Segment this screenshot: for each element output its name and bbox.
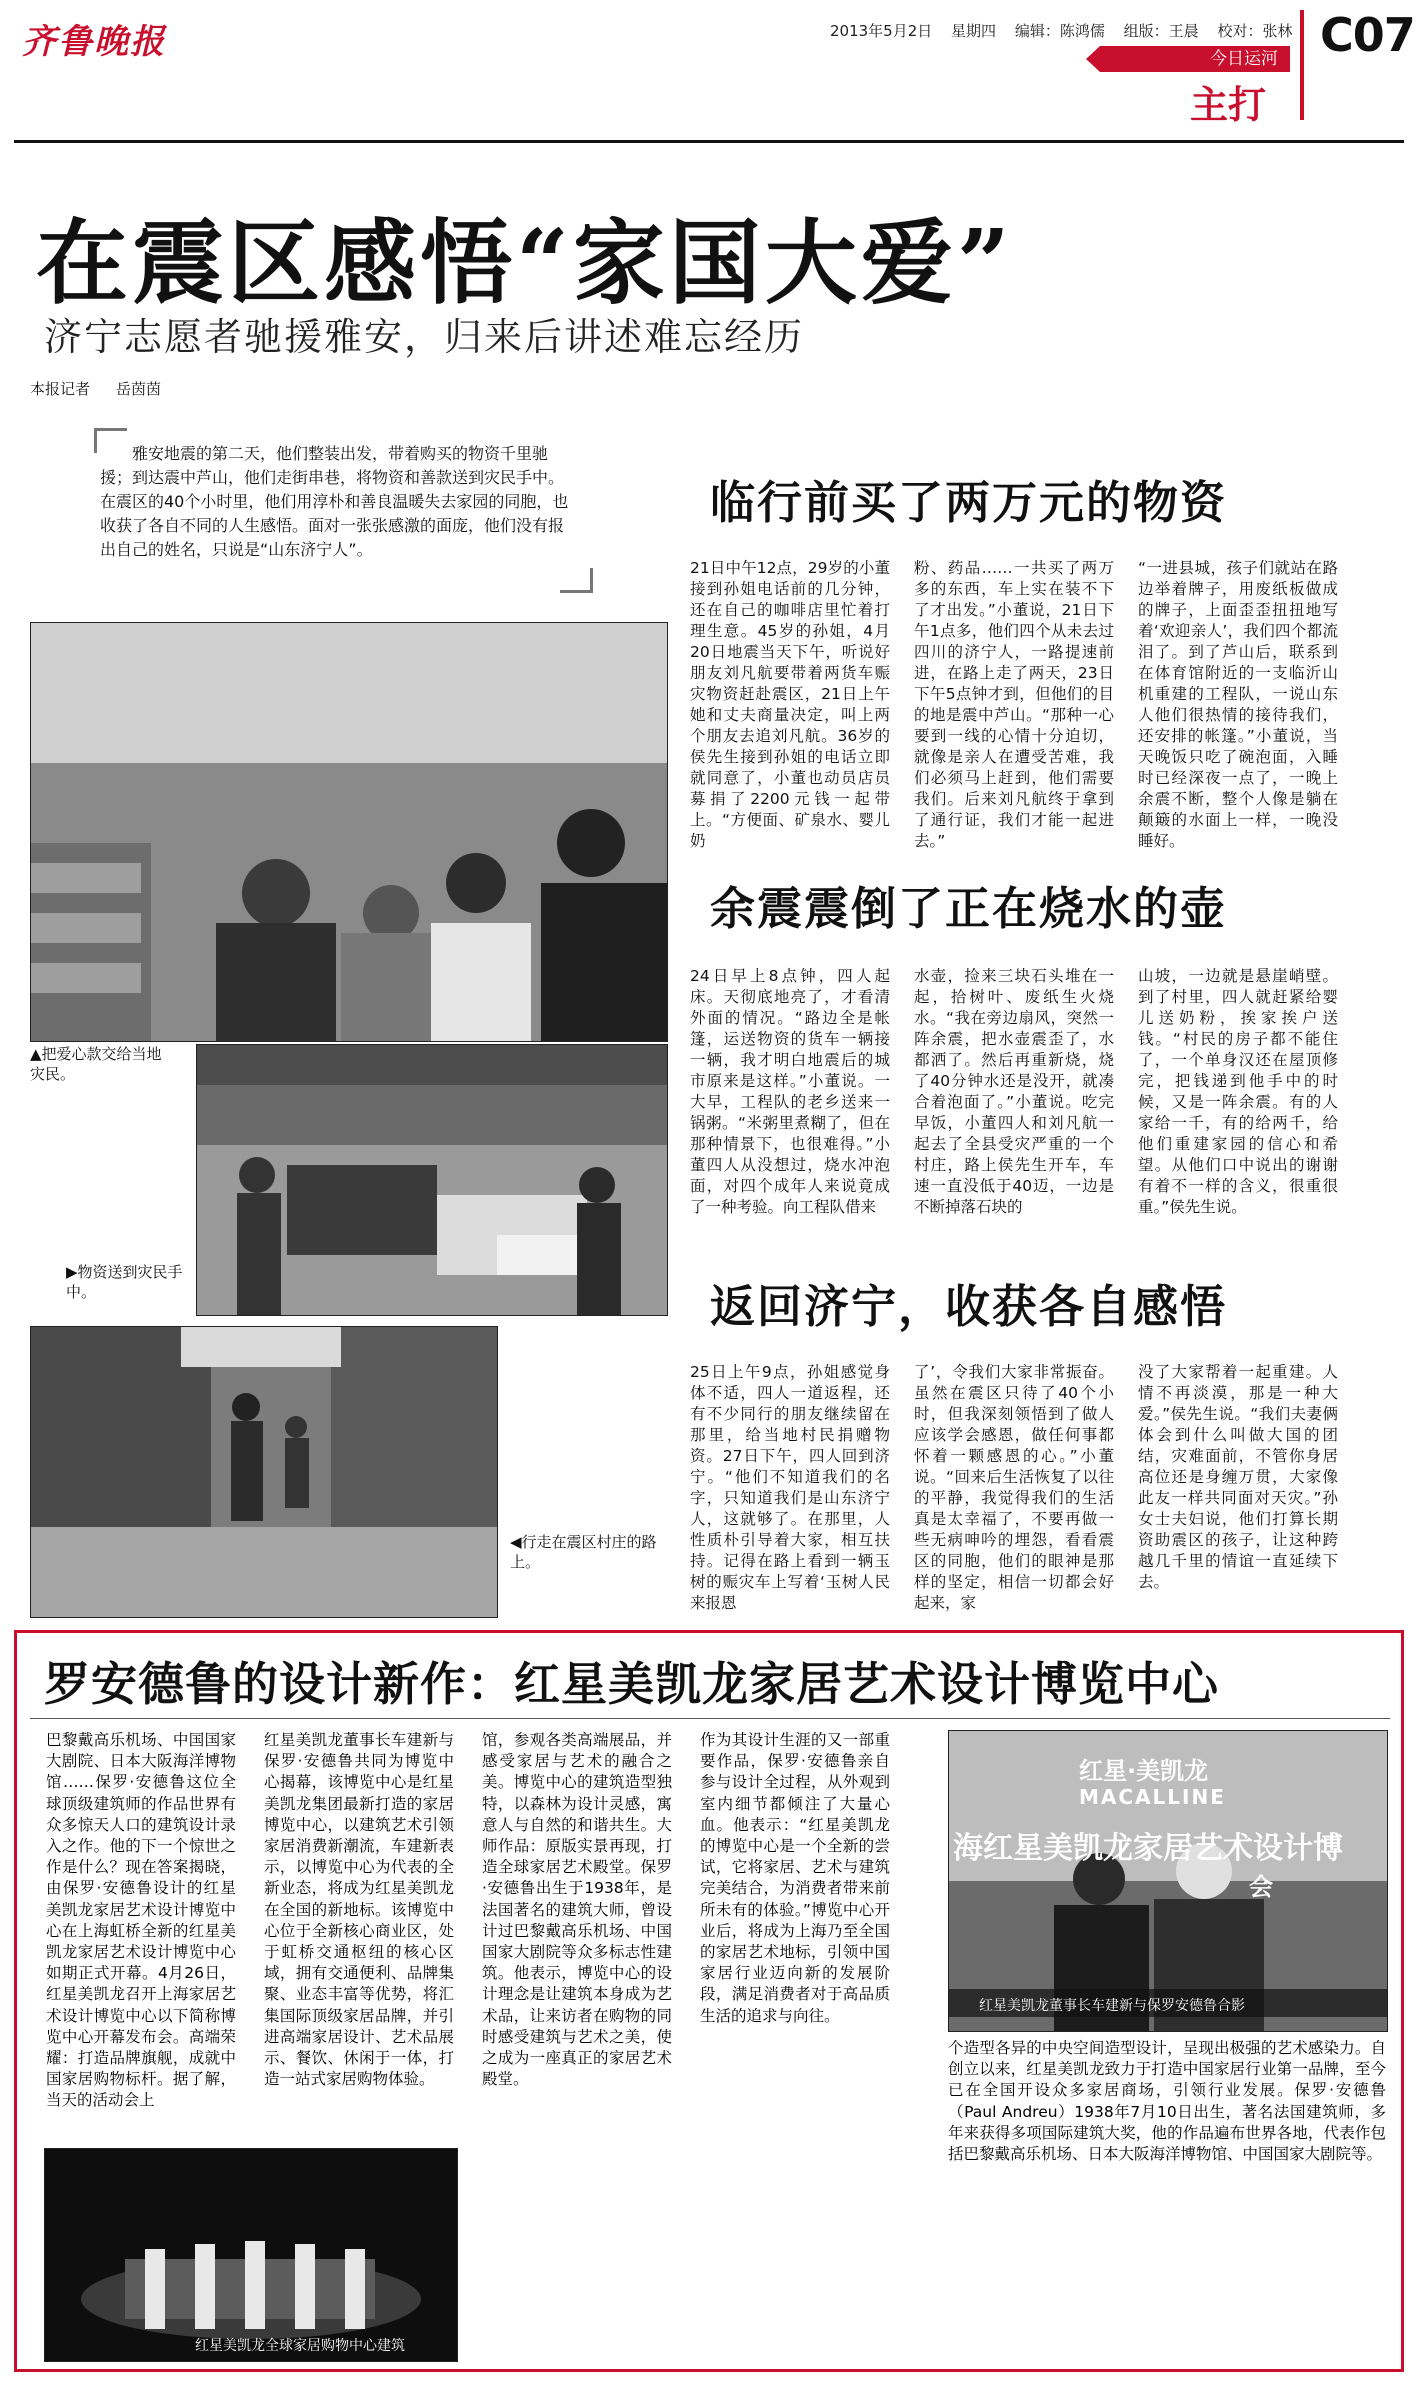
section-2-column-2: 水壶，捡来三块石头堆在一起，拾树叶、废纸生火烧水。“我在旁边扇风，突然一阵余震，把水壶震歪了，水都洒了。然后再重新烧，烧了40分钟水还是没开，就凑合着泡面了。”小董说。吃完早饭，小董四人和刘凡航一起去了全县受灾严重的一个村庄，路上侯先生开车，车速一直没低于40迈，一边是不断掉落石块的	[914, 967, 1114, 1216]
subheadline: 济宁志愿者驰援雅安，归来后讲述难忘经历	[44, 315, 805, 359]
section-2-column-3: 山坡，一边就是悬崖峭壁。到了村里，四人就赶紧给婴儿送奶粉，挨家挨户送钱。“村民的房子都不能住了，一个单身汉还在屋顶修完，把钱递到他手中的时候，又是一阵余震。有的人家给一千，有的给两千，给他们重建家园的信心和希望。从他们口中说出的谢谢有着不一样的含义，很重很重。”侯先生说。	[1138, 967, 1338, 1216]
section-2-column-1: 24日早上8点钟，四人起床。天彻底地亮了，才看清外面的情况。“路边全是帐篷，运送物资的货车一辆接一辆，我才明白地震后的城市原来是这样。”小董说。一大早，工程队的老乡送来一锅粥。“米粥里煮糊了，但在那种情景下，也很难得。”小董四人从没想过，烧水冲泡面，对四个成年人来说竟成了一种考验。向工程队借来	[690, 967, 890, 1216]
photo-ceremony	[948, 1730, 1388, 2032]
section-title-1: 临行前买了两万元的物资	[710, 476, 1228, 529]
section-3-column-2: 了’，令我们大家非常振奋。虽然在震区只待了40个小时，但我深刻领悟到了做人应该学会感恩，做任何事都怀着一颗感恩的心。”小董说。“回来后生活恢复了以往的平静，我觉得我们的生活真是太幸福了，不要再做一些无病呻吟的埋怨，看看震区的同胞，他们的眼神是那样的坚定，相信一切都会好起来，家	[914, 1363, 1114, 1612]
masthead-logo: 齐鲁晚报	[22, 22, 166, 62]
issue-date: 2013年5月2日	[830, 22, 933, 40]
byline	[30, 378, 161, 399]
advertorial-column-4: 作为其设计生涯的又一部重要作品，保罗·安德鲁亲自参与设计全过程，从外观到室内细节都倾注了大量心血。他表示：“红星美凯龙的博览中心是一个全新的尝试，它将家居、艺术与建筑完美结合，为消费者带来前所未有的体验。”博览中心开业后，将成为上海乃至全国的家居艺术地标，引领中国家居行业迈向新的发展阶段，满足消费者对于高品质生活的追求与向往。	[700, 1731, 890, 2025]
caption-supplies-delivered: ▶物资送到灾民手中。	[66, 1263, 183, 1301]
headline: 在震区感悟“家国大爱”	[36, 209, 1014, 317]
photo-supplies-delivered-image	[197, 1045, 667, 1315]
byline-label: 本报记者	[30, 380, 91, 398]
advertorial-column-2: 红星美凯龙董事长车建新与保罗·安德鲁共同为博览中心揭幕，该博览中心是红星美凯龙集团最新打造的家居博览中心，以建筑艺术引领家居消费新潮流，车建新表示，以博览中心为代表的全新业态，将成为红星美凯龙在全国的新地标。该博览中心位于全新核心商业区，处于虹桥交通枢纽的核心区域，拥有交通便利、品牌集聚、业态丰富等优势，将汇集国际顶级家居品牌，并引进高端家居设计、艺术品展示、餐饮、休闲于一体，打造一站式家居购物体验。	[264, 1731, 454, 2089]
section-3-column-3: 没了大家帮着一起重建。人情不再淡漠，那是一种大爱。”侯先生说。“我们夫妻俩体会到什么叫做大国的团结，灾难面前，不管你身居高位还是身缠万贯，大家像此友一样共同面对天灾。”孙女士夫妇说，他们打算长期资助震区的孩子，让这种跨越几千里的情谊一直延续下去。	[1138, 1363, 1338, 1591]
caption-ceremony: 红星美凯龙董事长车建新与保罗安德鲁合影	[979, 1998, 1245, 2014]
layout-credit: 组版：王晨	[1123, 22, 1199, 40]
section-tag: 今日运河	[1100, 46, 1290, 72]
editor-credit: 编辑：陈鸿儒	[1014, 22, 1105, 40]
advertorial-column-5: 个造型各异的中央空间造型设计，呈现出极强的艺术感染力。自创立以来，红星美凯龙致力于打造中国家居行业第一品牌，至今已在全国开设众多家居商场，引领行业发展。保罗·安德鲁（Paul Andreu）1938年7月10日出生，著名法国建筑师，多年来获得多项国际建筑大奖，他的作品遍布世界各地，代表作包括巴黎戴高乐机场、日本大阪海洋博物馆、中国国家大剧院等。	[948, 2039, 1386, 2164]
column-tag: 主打	[1190, 83, 1267, 127]
section-3-column-1: 25日上午9点，孙姐感觉身体不适，四人一道返程，还有不少同行的朋友继续留在那里，给当地村民捐赠物资。27日下午，四人回到济宁。“他们不知道我们的名字，只知道我们是山东济宁人，这就够了。在那里，人性质朴引导着大家，相互扶持。记得在路上看到一辆玉树的赈灾车上写着‘玉树人民来报恩	[690, 1363, 890, 1612]
header-rule	[14, 140, 1404, 143]
section-1-column-2: 粉、药品……一共买了两万多的东西，车上实在装不下了才出发。”小董说，21日下午1点多，他们四个从未去过四川的济宁人，一路提速前进，在路上走了两天，23日下午5点钟才到，但他们的目的地是震中芦山。“那种一心要到一线的心情十分迫切，就像是亲人在遭受苦难，我们必须马上赶到，他们需要我们。后来刘凡航终于拿到了通行证，我们才能一起进去。”	[914, 559, 1114, 850]
photo-handing-donation	[30, 622, 668, 1042]
photo-village-walk	[30, 1326, 498, 1618]
dateline	[830, 20, 1306, 41]
section-1-column-1: 21日中午12点，29岁的小董接到孙姐电话前的几分钟，还在自己的咖啡店里忙着打理生意。45岁的孙姐，4月20日地震当天下午，听说好朋友刘凡航要带着两货车赈灾物资赶赴震区，21日上午她和丈夫商量决定，叫上两个朋友去追刘凡航。36岁的侯先生接到孙姐的电话立即就同意了，小董也动员店员募捐了2200元钱一起带上。“方便面、矿泉水、婴儿奶	[690, 559, 890, 850]
section-body-2	[690, 966, 1338, 1218]
sign-tail: 会	[1249, 1873, 1273, 1901]
photo-handing-donation-image	[31, 623, 667, 1041]
photo-village-walk-image	[31, 1327, 497, 1617]
advertorial-title-rule	[30, 1718, 1390, 1719]
issue-weekday: 星期四	[951, 22, 997, 40]
lead-paragraph: 雅安地震的第二天，他们整装出发，带着购买的物资千里驰援；到达震中芦山，他们走街串巷，将物资和善款送到灾民手中。在震区的40个小时里，他们用淳朴和善良温暖失去家园的同胞，也收获了各自不同的人生感悟。面对一张张感激的面庞，他们没有报出自己的姓名，只说是“山东济宁人”。	[100, 444, 569, 559]
sign-brand: 红星·美凯龙	[1079, 1757, 1209, 1785]
advertorial-title: 罗安德鲁的设计新作：红星美凯龙家居艺术设计博览中心	[44, 1657, 1219, 1711]
section-title-2: 余震震倒了正在烧水的壶	[710, 882, 1228, 935]
section-body-1	[690, 558, 1338, 852]
photo-mall-building-image	[45, 2149, 457, 2361]
caption-mall-building: 红星美凯龙全球家居购物中心建筑	[195, 2338, 405, 2354]
advertorial-column-1: 巴黎戴高乐机场、中国国家大剧院、日本大阪海洋博物馆……保罗·安德鲁这位全球顶级建筑师的作品世界有众多惊天人口的建筑设计录入之作。他的下一个惊世之作是什么？现在答案揭晓，由保罗·安德鲁设计的红星美凯龙家居艺术设计博览中心在上海虹桥全新的红星美凯龙家居艺术设计博览中心如期正式开幕。4月26日，红星美凯龙召开上海家居艺术设计博览中心以下简称博览中心开幕发布会。高端荣耀：打造品牌旗舰，成就中国家居购物标杆。据了解，当天的活动会上	[46, 1731, 236, 2110]
section-1-column-3: “一进县城，孩子们就站在路边举着牌子，用废纸板做成的牌子，上面歪歪扭扭地写着‘欢迎亲人’，我们四个都流泪了。到了芦山后，联系到在体育馆附近的一支临沂山机重建的工程队，一说山东人他们很热情的接待我们，还安排的帐篷。”小董说，当天晚饭只吃了碗泡面，入睡时已经深夜一点了，一晚上余震不断，整个人像是躺在颠簸的水面上一样，一晚没睡好。	[1138, 559, 1338, 850]
section-body-3	[690, 1362, 1338, 1614]
photo-mall-building	[44, 2148, 458, 2362]
lead-bracket-close	[560, 568, 593, 593]
byline-name: 岳茵茵	[116, 380, 162, 398]
section-title-3: 返回济宁，收获各自感悟	[710, 1280, 1228, 1333]
proofread-credit: 校对：张林	[1217, 22, 1293, 40]
sign-line: 海红星美凯龙家居艺术设计博	[953, 1831, 1343, 1866]
photo-supplies-delivered	[196, 1044, 668, 1316]
sign-latin: MACALLINE	[1079, 1785, 1226, 1809]
page-number: C07	[1320, 8, 1415, 62]
caption-village-walk: ◀行走在震区村庄的路上。	[510, 1533, 657, 1571]
page-number-divider	[1300, 10, 1304, 120]
caption-handing-donation: ▲把爱心款交给当地灾民。	[30, 1045, 162, 1083]
advertorial-column-3: 馆，参观各类高端展品，并感受家居与艺术的融合之美。博览中心的建筑造型独特，以森林为设计灵感，寓意人与自然的和谐共生。大师作品：原版实景再现，打造全球家居艺术殿堂。保罗·安德鲁出生于1938年，是法国著名的建筑大师，曾设计过巴黎戴高乐机场、中国国家大剧院等众多标志性建筑。他表示，博览中心的设计理念是让建筑本身成为艺术品，让来访者在购物的同时感受建筑与艺术之美，使之成为一座真正的家居艺术殿堂。	[482, 1731, 672, 2089]
